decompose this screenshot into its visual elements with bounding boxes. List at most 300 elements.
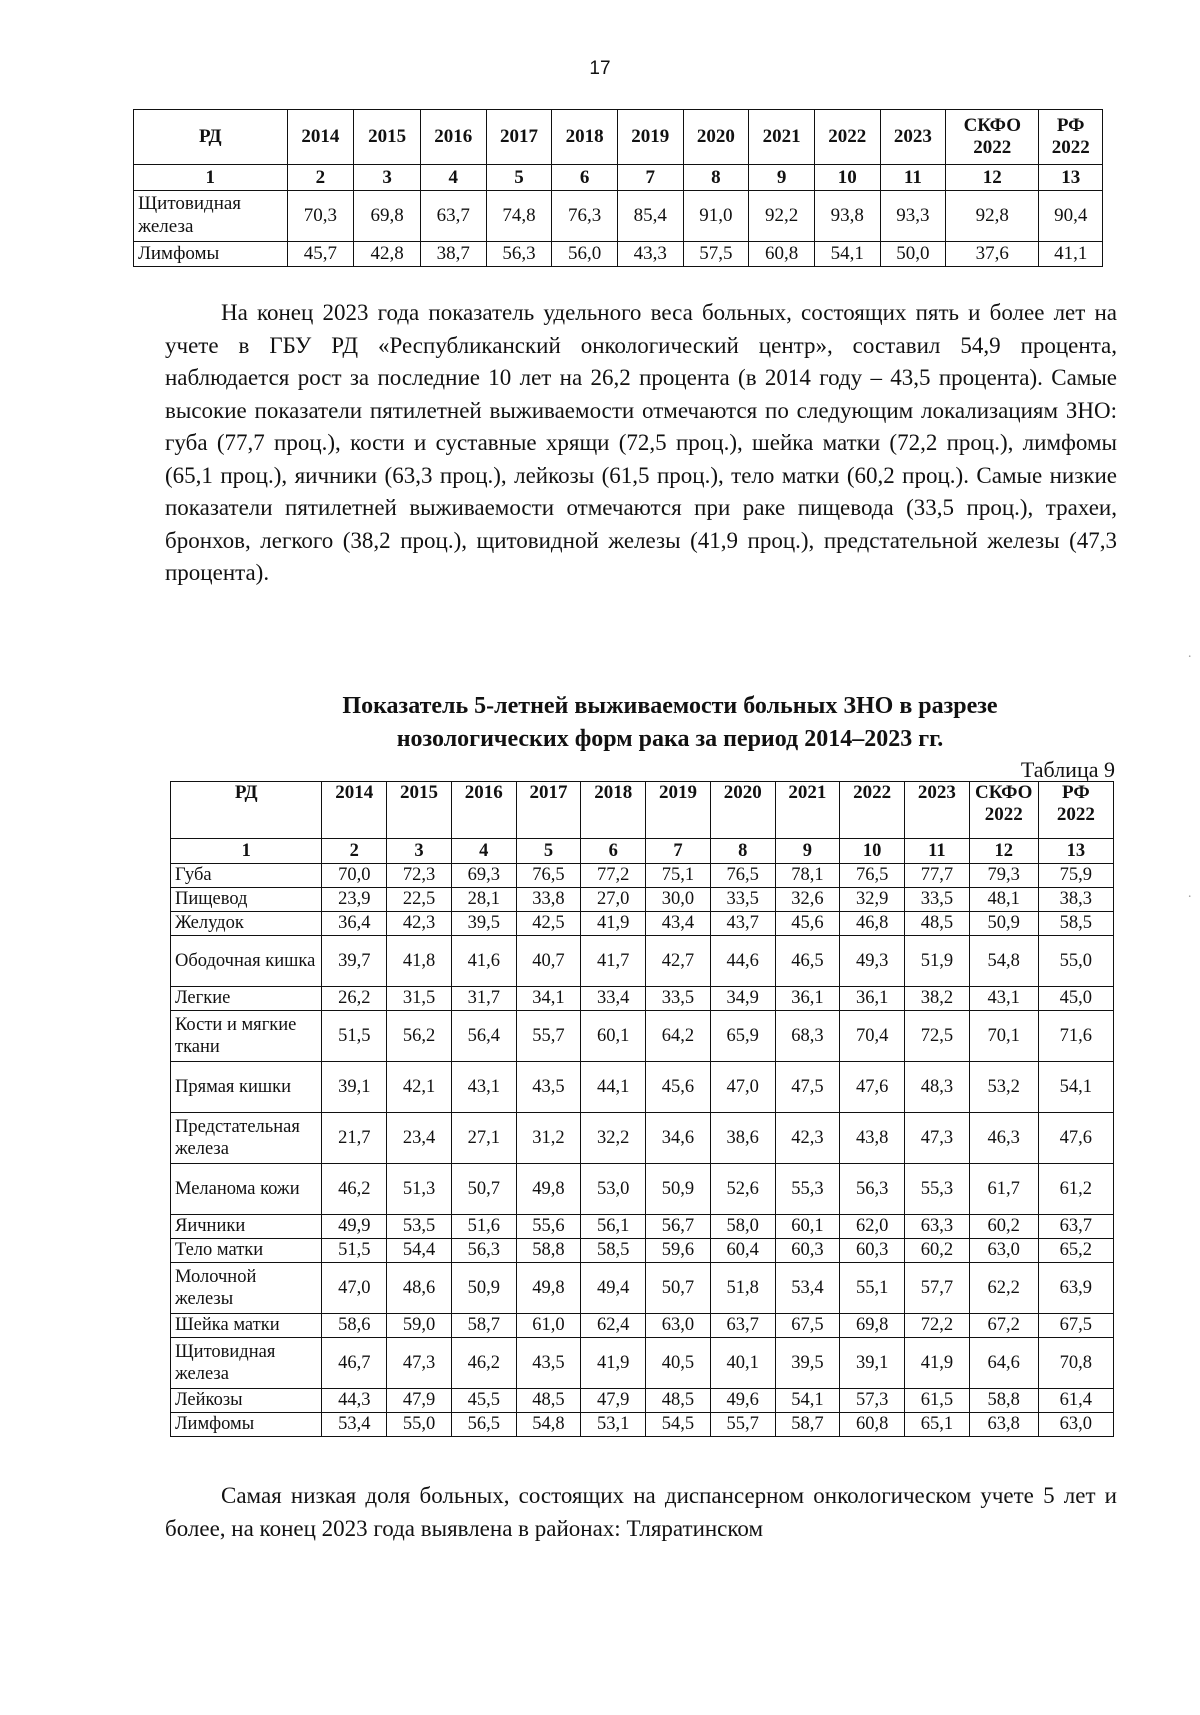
column-number-cell: 7 — [646, 839, 711, 864]
value-cell: 53,2 — [969, 1062, 1038, 1113]
table-row — [171, 1314, 1114, 1338]
value-cell: 46,8 — [840, 912, 905, 936]
value-cell: 56,3 — [451, 1239, 516, 1263]
value-cell: 41,9 — [581, 1338, 646, 1389]
row-label: Меланома кожи — [171, 1164, 322, 1215]
value-cell: 53,4 — [775, 1263, 840, 1314]
value-cell: 33,5 — [710, 888, 775, 912]
value-cell: 56,4 — [451, 1011, 516, 1062]
table-9-title-line2: нозологических форм рака за период 2014–2023 гг. — [396, 726, 944, 752]
value-cell: 33,4 — [581, 987, 646, 1011]
value-cell: 50,7 — [451, 1164, 516, 1215]
value-cell: 67,5 — [775, 1314, 840, 1338]
value-cell: 63,7 — [420, 191, 486, 242]
value-cell: 21,7 — [322, 1113, 387, 1164]
value-cell: 58,6 — [322, 1314, 387, 1338]
value-cell: 56,3 — [486, 242, 552, 267]
row-label: Яичники — [171, 1215, 322, 1239]
value-cell: 55,7 — [710, 1413, 775, 1437]
column-number-cell: 10 — [814, 165, 880, 191]
value-cell: 42,3 — [387, 912, 452, 936]
value-cell: 33,5 — [646, 987, 711, 1011]
value-cell: 42,7 — [646, 936, 711, 987]
value-cell: 32,2 — [581, 1113, 646, 1164]
column-header: 2021 — [749, 110, 815, 165]
value-cell: 62,0 — [840, 1215, 905, 1239]
value-cell: 46,5 — [775, 936, 840, 987]
value-cell: 50,9 — [646, 1164, 711, 1215]
value-cell: 45,0 — [1038, 987, 1113, 1011]
value-cell: 53,5 — [387, 1215, 452, 1239]
value-cell: 51,5 — [322, 1011, 387, 1062]
row-label: Кости и мягкие ткани — [171, 1011, 322, 1062]
value-cell: 70,8 — [1038, 1338, 1113, 1389]
value-cell: 47,0 — [322, 1263, 387, 1314]
value-cell: 31,5 — [387, 987, 452, 1011]
column-header: 2022 — [840, 782, 905, 839]
value-cell: 70,4 — [840, 1011, 905, 1062]
value-cell: 70,3 — [287, 191, 354, 242]
value-cell: 38,3 — [1038, 888, 1113, 912]
survival-summary-paragraph: На конец 2023 года показатель удельного веса больных, состоящих пять и более лет на учете в ГБУ РД «Республиканский онкологический центр», составил 54,9 процента, наблюдается рост за последние 10 лет на 26,2 процента (в 2014 году – 43,5 процента). Самые высокие показатели пятилетней выживаемости отмечаются по следующим локализациям ЗНО: губа (77,7 проц.), кости и суставные хрящи (72,5 проц.), шейка матки (72,2 проц.), лимфомы (65,1 проц.), яичники (63,3 проц.), лейкозы (61,5 проц.), тело матки (60,2 проц.). Самые низкие показатели пятилетней выживаемости отмечаются при раке пищевода (33,5 проц.), трахеи, бронхов, легкого (38,2 проц.), щитовидной железы (41,9 проц.), предстательной железы (47,3 процента). — [165, 300, 1117, 585]
column-number-cell: 6 — [552, 165, 618, 191]
column-header: 2019 — [617, 110, 683, 165]
row-label: Щитовидная железа — [134, 191, 288, 242]
column-header: 2018 — [581, 782, 646, 839]
value-cell: 56,1 — [581, 1215, 646, 1239]
column-number-cell: 1 — [171, 839, 322, 864]
value-cell: 58,0 — [710, 1215, 775, 1239]
column-number-cell: 3 — [354, 165, 421, 191]
value-cell: 59,6 — [646, 1239, 711, 1263]
value-cell: 50,9 — [969, 912, 1038, 936]
value-cell: 43,7 — [710, 912, 775, 936]
value-cell: 22,5 — [387, 888, 452, 912]
value-cell: 53,0 — [581, 1164, 646, 1215]
value-cell: 75,1 — [646, 864, 711, 888]
table-row — [171, 936, 1114, 987]
value-cell: 55,6 — [516, 1215, 581, 1239]
value-cell: 76,5 — [516, 864, 581, 888]
value-cell: 47,9 — [581, 1389, 646, 1413]
value-cell: 38,2 — [905, 987, 970, 1011]
value-cell: 44,3 — [322, 1389, 387, 1413]
value-cell: 60,4 — [710, 1239, 775, 1263]
value-cell: 32,6 — [775, 888, 840, 912]
value-cell: 64,2 — [646, 1011, 711, 1062]
value-cell: 56,7 — [646, 1215, 711, 1239]
value-cell: 46,7 — [322, 1338, 387, 1389]
value-cell: 49,3 — [840, 936, 905, 987]
value-cell: 60,1 — [775, 1215, 840, 1239]
value-cell: 58,7 — [451, 1314, 516, 1338]
table-row — [171, 864, 1114, 888]
table-row — [171, 1113, 1114, 1164]
value-cell: 42,8 — [354, 242, 421, 267]
column-number-cell: 4 — [451, 839, 516, 864]
column-number-cell: 12 — [969, 839, 1038, 864]
column-header: 2017 — [516, 782, 581, 839]
value-cell: 36,1 — [775, 987, 840, 1011]
value-cell: 72,2 — [905, 1314, 970, 1338]
value-cell: 70,1 — [969, 1011, 1038, 1062]
value-cell: 63,0 — [969, 1239, 1038, 1263]
value-cell: 47,9 — [387, 1389, 452, 1413]
row-label: Лейкозы — [171, 1389, 322, 1413]
value-cell: 61,4 — [1038, 1389, 1113, 1413]
table-row — [171, 1338, 1114, 1389]
table-header-row — [134, 110, 1103, 165]
value-cell: 43,1 — [969, 987, 1038, 1011]
table-row — [171, 912, 1114, 936]
value-cell: 48,5 — [646, 1389, 711, 1413]
value-cell: 78,1 — [775, 864, 840, 888]
column-number-cell: 8 — [683, 165, 749, 191]
value-cell: 30,0 — [646, 888, 711, 912]
row-label: Шейка матки — [171, 1314, 322, 1338]
value-cell: 56,2 — [387, 1011, 452, 1062]
value-cell: 55,1 — [840, 1263, 905, 1314]
value-cell: 62,2 — [969, 1263, 1038, 1314]
value-cell: 45,7 — [287, 242, 354, 267]
column-header: 2020 — [710, 782, 775, 839]
value-cell: 47,6 — [840, 1062, 905, 1113]
survival-table-thyroid-lymphoma — [133, 109, 1103, 267]
row-label: Лимфомы — [134, 242, 288, 267]
value-cell: 60,8 — [840, 1413, 905, 1437]
scan-mark: · — [1187, 650, 1192, 665]
row-label: Предстательная железа — [171, 1113, 322, 1164]
row-label: Ободочная кишка — [171, 936, 322, 987]
value-cell: 54,1 — [814, 242, 880, 267]
value-cell: 67,2 — [969, 1314, 1038, 1338]
value-cell: 56,0 — [552, 242, 618, 267]
value-cell: 39,7 — [322, 936, 387, 987]
value-cell: 42,1 — [387, 1062, 452, 1113]
value-cell: 39,1 — [840, 1338, 905, 1389]
value-cell: 38,7 — [420, 242, 486, 267]
value-cell: 53,1 — [581, 1413, 646, 1437]
value-cell: 55,3 — [775, 1164, 840, 1215]
column-number-cell: 13 — [1039, 165, 1103, 191]
value-cell: 72,3 — [387, 864, 452, 888]
value-cell: 52,6 — [710, 1164, 775, 1215]
value-cell: 36,4 — [322, 912, 387, 936]
value-cell: 61,7 — [969, 1164, 1038, 1215]
table-row — [171, 888, 1114, 912]
value-cell: 43,8 — [840, 1113, 905, 1164]
column-number-cell: 11 — [905, 839, 970, 864]
row-label: Тело матки — [171, 1239, 322, 1263]
value-cell: 47,3 — [387, 1338, 452, 1389]
value-cell: 65,2 — [1038, 1239, 1113, 1263]
row-label: Лимфомы — [171, 1413, 322, 1437]
value-cell: 61,5 — [905, 1389, 970, 1413]
value-cell: 64,6 — [969, 1338, 1038, 1389]
column-header: 2021 — [775, 782, 840, 839]
value-cell: 51,5 — [322, 1239, 387, 1263]
column-number-cell: 2 — [287, 165, 354, 191]
column-header: 2022 — [814, 110, 880, 165]
column-number-cell: 13 — [1038, 839, 1113, 864]
column-header: СКФО 2022 — [946, 110, 1039, 165]
value-cell: 41,7 — [581, 936, 646, 987]
value-cell: 48,5 — [516, 1389, 581, 1413]
value-cell: 75,9 — [1038, 864, 1113, 888]
column-number-cell: 10 — [840, 839, 905, 864]
value-cell: 54,1 — [1038, 1062, 1113, 1113]
value-cell: 39,5 — [451, 912, 516, 936]
row-label: Пищевод — [171, 888, 322, 912]
value-cell: 55,7 — [516, 1011, 581, 1062]
row-label: Щитовидная железа — [171, 1338, 322, 1389]
value-cell: 43,1 — [451, 1062, 516, 1113]
value-cell: 69,8 — [354, 191, 421, 242]
column-number-row — [171, 839, 1114, 864]
value-cell: 44,1 — [581, 1062, 646, 1113]
value-cell: 57,5 — [683, 242, 749, 267]
value-cell: 48,3 — [905, 1062, 970, 1113]
value-cell: 33,5 — [905, 888, 970, 912]
survival-table-by-nosology — [170, 781, 1114, 1437]
value-cell: 34,1 — [516, 987, 581, 1011]
table-row — [171, 1164, 1114, 1215]
table-row — [171, 1263, 1114, 1314]
value-cell: 50,7 — [646, 1263, 711, 1314]
value-cell: 46,2 — [322, 1164, 387, 1215]
value-cell: 68,3 — [775, 1011, 840, 1062]
value-cell: 40,1 — [710, 1338, 775, 1389]
column-number-cell: 5 — [486, 165, 552, 191]
value-cell: 60,2 — [905, 1239, 970, 1263]
value-cell: 65,9 — [710, 1011, 775, 1062]
column-header-region: РД — [171, 782, 322, 839]
column-number-cell: 5 — [516, 839, 581, 864]
value-cell: 34,6 — [646, 1113, 711, 1164]
value-cell: 50,9 — [451, 1263, 516, 1314]
value-cell: 40,5 — [646, 1338, 711, 1389]
value-cell: 38,6 — [710, 1113, 775, 1164]
table-header-row — [171, 782, 1114, 839]
value-cell: 43,4 — [646, 912, 711, 936]
value-cell: 60,2 — [969, 1215, 1038, 1239]
value-cell: 41,6 — [451, 936, 516, 987]
value-cell: 63,7 — [710, 1314, 775, 1338]
value-cell: 59,0 — [387, 1314, 452, 1338]
table-row — [171, 987, 1114, 1011]
value-cell: 47,0 — [710, 1062, 775, 1113]
row-label: Желудок — [171, 912, 322, 936]
value-cell: 63,0 — [646, 1314, 711, 1338]
value-cell: 55,0 — [1038, 936, 1113, 987]
value-cell: 63,8 — [969, 1413, 1038, 1437]
column-number-cell: 6 — [581, 839, 646, 864]
value-cell: 49,8 — [516, 1164, 581, 1215]
value-cell: 91,0 — [683, 191, 749, 242]
value-cell: 41,1 — [1039, 242, 1103, 267]
value-cell: 47,5 — [775, 1062, 840, 1113]
row-label: Молочной железы — [171, 1263, 322, 1314]
table-row — [134, 191, 1103, 242]
value-cell: 58,5 — [581, 1239, 646, 1263]
value-cell: 60,1 — [581, 1011, 646, 1062]
table-9-title-line1: Показатель 5-летней выживаемости больных ЗНО в разрезе — [342, 693, 998, 719]
value-cell: 51,9 — [905, 936, 970, 987]
column-header: 2015 — [354, 110, 421, 165]
value-cell: 90,4 — [1039, 191, 1103, 242]
value-cell: 76,3 — [552, 191, 618, 242]
column-header: 2017 — [486, 110, 552, 165]
value-cell: 34,9 — [710, 987, 775, 1011]
value-cell: 23,9 — [322, 888, 387, 912]
column-header: 2016 — [420, 110, 486, 165]
value-cell: 27,1 — [451, 1113, 516, 1164]
column-number-cell: 9 — [775, 839, 840, 864]
column-header: 2023 — [880, 110, 946, 165]
value-cell: 51,3 — [387, 1164, 452, 1215]
value-cell: 55,0 — [387, 1413, 452, 1437]
page-number: 17 — [589, 58, 611, 79]
column-header-region: РД — [134, 110, 288, 165]
value-cell: 49,6 — [710, 1389, 775, 1413]
value-cell: 72,5 — [905, 1011, 970, 1062]
districts-paragraph: Самая низкая доля больных, состоящих на диспансерном онкологическом учете 5 лет и более, на конец 2023 года выявлена в районах: Тляратинском — [165, 1483, 1117, 1541]
value-cell: 54,5 — [646, 1413, 711, 1437]
column-header: 2019 — [646, 782, 711, 839]
value-cell: 65,1 — [905, 1413, 970, 1437]
row-label: Прямая кишки — [171, 1062, 322, 1113]
column-header: 2014 — [322, 782, 387, 839]
column-header: 2023 — [905, 782, 970, 839]
value-cell: 58,8 — [516, 1239, 581, 1263]
value-cell: 43,5 — [516, 1338, 581, 1389]
column-number-cell: 9 — [749, 165, 815, 191]
column-header: 2020 — [683, 110, 749, 165]
value-cell: 79,3 — [969, 864, 1038, 888]
value-cell: 61,2 — [1038, 1164, 1113, 1215]
column-header: РФ 2022 — [1038, 782, 1113, 839]
value-cell: 58,8 — [969, 1389, 1038, 1413]
value-cell: 60,8 — [749, 242, 815, 267]
value-cell: 49,8 — [516, 1263, 581, 1314]
value-cell: 60,3 — [840, 1239, 905, 1263]
value-cell: 46,3 — [969, 1113, 1038, 1164]
value-cell: 50,0 — [880, 242, 946, 267]
column-header: 2018 — [552, 110, 618, 165]
value-cell: 76,5 — [710, 864, 775, 888]
value-cell: 63,0 — [1038, 1413, 1113, 1437]
column-number-cell: 4 — [420, 165, 486, 191]
value-cell: 56,3 — [840, 1164, 905, 1215]
column-number-cell: 8 — [710, 839, 775, 864]
value-cell: 77,2 — [581, 864, 646, 888]
value-cell: 62,4 — [581, 1314, 646, 1338]
table-row — [171, 1239, 1114, 1263]
value-cell: 92,8 — [946, 191, 1039, 242]
value-cell: 31,2 — [516, 1113, 581, 1164]
value-cell: 42,5 — [516, 912, 581, 936]
value-cell: 31,7 — [451, 987, 516, 1011]
value-cell: 57,7 — [905, 1263, 970, 1314]
value-cell: 49,4 — [581, 1263, 646, 1314]
value-cell: 48,1 — [969, 888, 1038, 912]
column-header: 2016 — [451, 782, 516, 839]
value-cell: 43,5 — [516, 1062, 581, 1113]
value-cell: 47,6 — [1038, 1113, 1113, 1164]
value-cell: 58,7 — [775, 1413, 840, 1437]
table-row — [171, 1413, 1114, 1437]
column-number-cell: 12 — [946, 165, 1039, 191]
value-cell: 23,4 — [387, 1113, 452, 1164]
value-cell: 44,6 — [710, 936, 775, 987]
value-cell: 85,4 — [617, 191, 683, 242]
value-cell: 93,3 — [880, 191, 946, 242]
value-cell: 56,5 — [451, 1413, 516, 1437]
value-cell: 61,0 — [516, 1314, 581, 1338]
value-cell: 76,5 — [840, 864, 905, 888]
value-cell: 41,8 — [387, 936, 452, 987]
value-cell: 47,3 — [905, 1113, 970, 1164]
column-number-cell: 1 — [134, 165, 288, 191]
table-row — [171, 1011, 1114, 1062]
value-cell: 46,2 — [451, 1338, 516, 1389]
value-cell: 77,7 — [905, 864, 970, 888]
table-9-title — [220, 690, 1120, 756]
value-cell: 41,9 — [905, 1338, 970, 1389]
value-cell: 70,0 — [322, 864, 387, 888]
column-number-cell: 3 — [387, 839, 452, 864]
row-label: Легкие — [171, 987, 322, 1011]
value-cell: 54,1 — [775, 1389, 840, 1413]
value-cell: 54,8 — [516, 1413, 581, 1437]
table-row — [134, 242, 1103, 267]
value-cell: 27,0 — [581, 888, 646, 912]
value-cell: 45,6 — [646, 1062, 711, 1113]
column-number-row — [134, 165, 1103, 191]
column-header: 2014 — [287, 110, 354, 165]
value-cell: 63,3 — [905, 1215, 970, 1239]
value-cell: 93,8 — [814, 191, 880, 242]
table-9-label: Таблица 9 — [1020, 757, 1115, 782]
value-cell: 49,9 — [322, 1215, 387, 1239]
value-cell: 53,4 — [322, 1413, 387, 1437]
value-cell: 45,6 — [775, 912, 840, 936]
value-cell: 45,5 — [451, 1389, 516, 1413]
column-number-cell: 7 — [617, 165, 683, 191]
value-cell: 71,6 — [1038, 1011, 1113, 1062]
value-cell: 60,3 — [775, 1239, 840, 1263]
value-cell: 54,8 — [969, 936, 1038, 987]
scan-mark: · — [1187, 890, 1192, 905]
value-cell: 69,3 — [451, 864, 516, 888]
value-cell: 48,6 — [387, 1263, 452, 1314]
column-header: 2015 — [387, 782, 452, 839]
value-cell: 63,7 — [1038, 1215, 1113, 1239]
column-number-cell: 11 — [880, 165, 946, 191]
value-cell: 69,8 — [840, 1314, 905, 1338]
row-label: Губа — [171, 864, 322, 888]
value-cell: 92,2 — [749, 191, 815, 242]
value-cell: 54,4 — [387, 1239, 452, 1263]
value-cell: 67,5 — [1038, 1314, 1113, 1338]
value-cell: 43,3 — [617, 242, 683, 267]
value-cell: 51,6 — [451, 1215, 516, 1239]
value-cell: 36,1 — [840, 987, 905, 1011]
value-cell: 74,8 — [486, 191, 552, 242]
table-row — [171, 1062, 1114, 1113]
value-cell: 37,6 — [946, 242, 1039, 267]
value-cell: 32,9 — [840, 888, 905, 912]
